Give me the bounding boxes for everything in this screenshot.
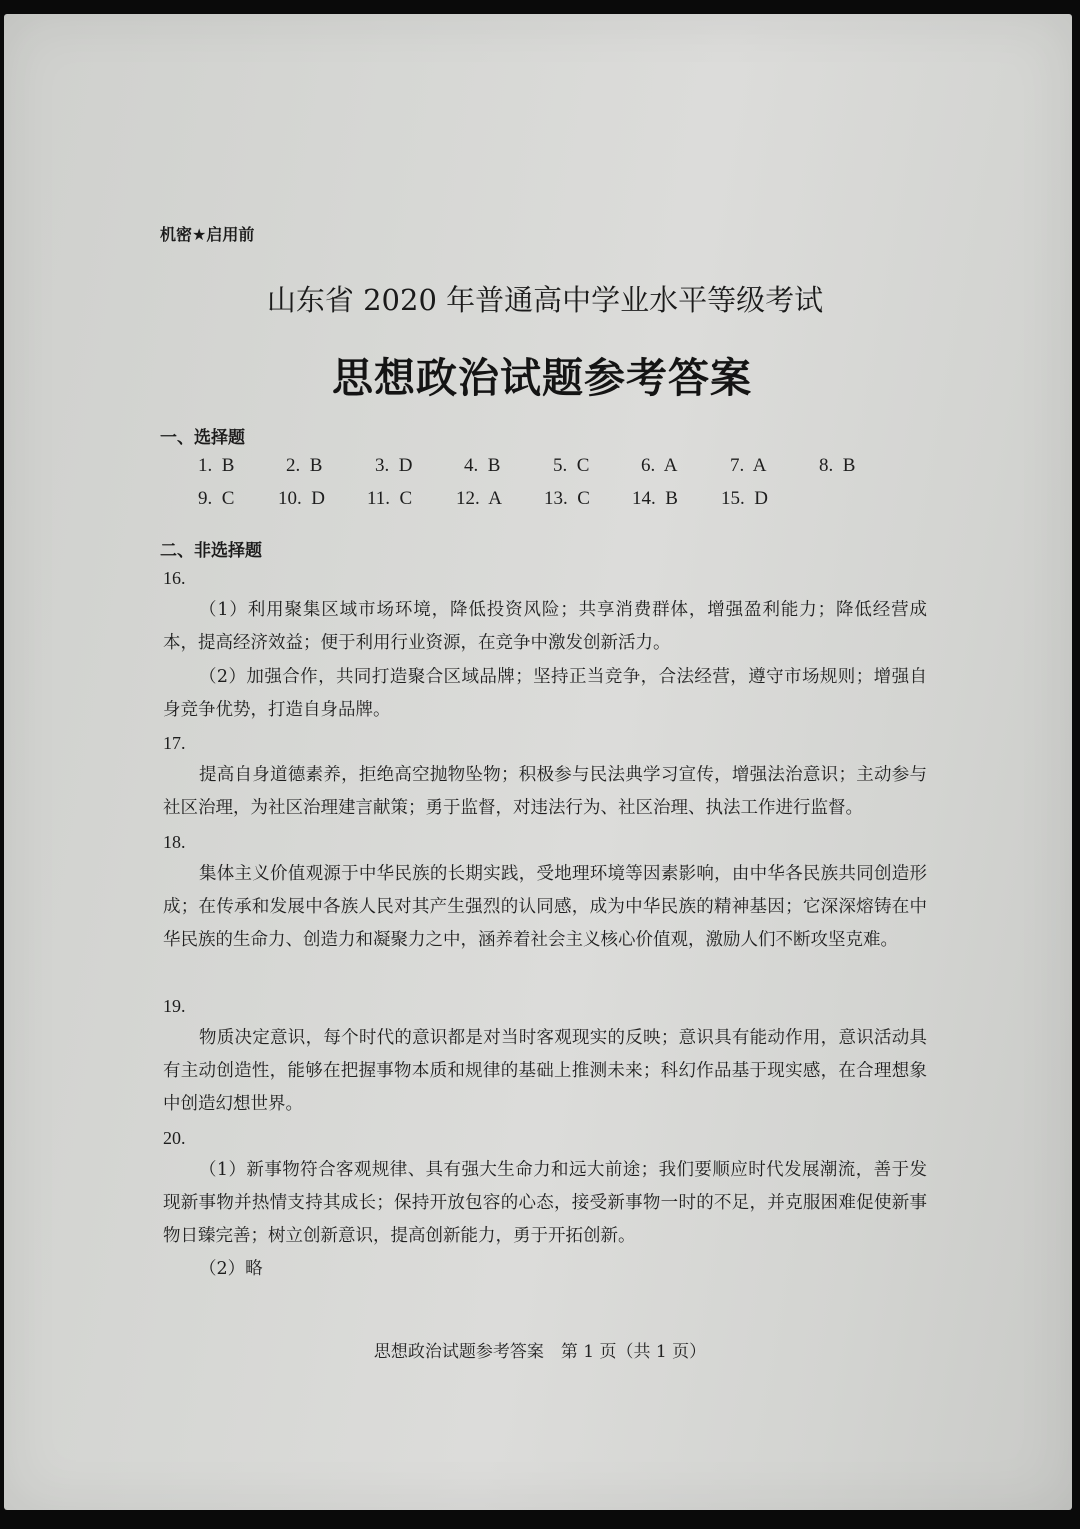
answer-item-12: 12. A [456,488,502,509]
answer-item-9: 9. C [198,488,235,509]
answer-item-2: 2. B [286,455,323,476]
page-footer: 思想政治试题参考答案 第 1 页（共 1 页） [373,1342,707,1362]
answer-item-7: 7. A [730,455,767,476]
answer-16-part-2: （2）加强合作，共同打造聚合区域品牌；坚持正当竞争，合法经营，遵守市场规则；增强自身竞争优势，打造自身品牌。 [163,667,927,720]
confidential-mark: 机密★启用前 [160,225,255,244]
question-number-19: 19. [163,996,186,1016]
question-number-20: 20. [163,1128,186,1148]
answer-item-13: 13. C [544,488,590,509]
answer-item-4: 4. B [464,455,501,476]
question-number-16: 16. [163,568,186,588]
answer-20-part-1: （1）新事物符合客观规律、具有强大生命力和远大前途；我们要顺应时代发展潮流，善于发现新事物并热情支持其成长；保持开放包容的心态，接受新事物一时的不足，并克服困难促使新事物日臻完善；树立创新意识，提高创新能力，勇于开拓创新。 [163,1160,927,1246]
answer-item-10: 10. D [278,488,325,509]
answer-16-part-1: （1）利用聚集区域市场环境，降低投资风险；共享消费群体，增强盈利能力；降低经营成本，提高经济效益；便于利用行业资源，在竞争中激发创新活力。 [163,600,927,653]
answer-17: 提高自身道德素养，拒绝高空抛物坠物；积极参与民法典学习宣传，增强法治意识；主动参与社区治理，为社区治理建言献策；勇于监督，对违法行为、社区治理、执法工作进行监督。 [163,765,927,818]
answer-item-3: 3. D [375,455,413,476]
answer-18: 集体主义价值观源于中华民族的长期实践，受地理环境等因素影响，由中华各民族共同创造形成；在传承和发展中各族人民对其产生强烈的认同感，成为中华民族的精神基因；它深深熔铸在中华民族的生命力、创造力和凝聚力之中，涵养着社会主义核心价值观，激励人们不断攻坚克难。 [163,864,927,950]
answer-item-8: 8. B [819,455,856,476]
answer-19: 物质决定意识，每个时代的意识都是对当时客观现实的反映；意识具有能动作用，意识活动具有主动创造性，能够在把握事物本质和规律的基础上推测未来；科幻作品基于现实感，在合理想象中创造幻想世界。 [163,1028,927,1114]
section-heading-multiple-choice: 一、选择题 [160,428,245,448]
answer-item-1: 1. B [198,455,235,476]
answer-item-11: 11. C [367,488,413,509]
document-title: 思想政治试题参考答案 [332,354,752,402]
answer-item-5: 5. C [553,455,590,476]
section-heading-open-questions: 二、非选择题 [160,541,262,561]
question-number-17: 17. [163,733,186,753]
answer-item-6: 6. A [641,455,678,476]
answer-item-15: 15. D [721,488,768,509]
question-number-18: 18. [163,832,186,852]
answer-item-14: 14. B [632,488,678,509]
exam-title: 山东省 2020 年普通高中学业水平等级考试 [266,283,824,317]
answer-20-part-2: （2）略 [199,1259,263,1279]
